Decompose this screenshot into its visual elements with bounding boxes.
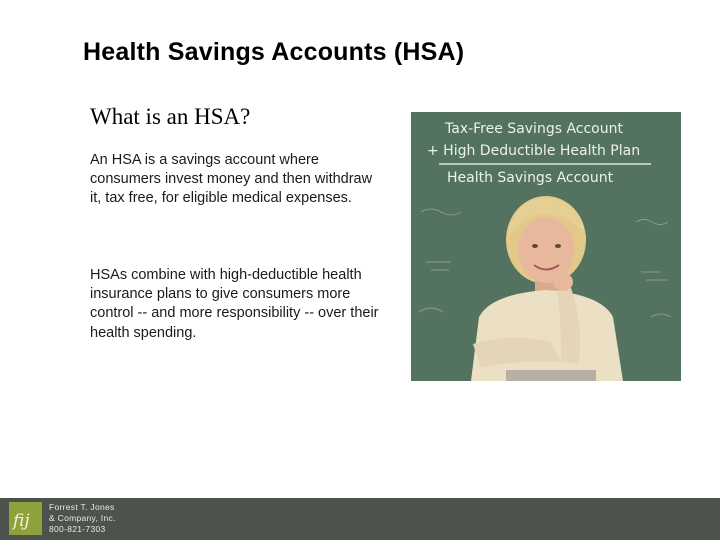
slide-title: Health Savings Accounts (HSA) <box>83 38 465 66</box>
paragraph-combination: HSAs combine with high-deductible health insurance plans to give consumers more control -- and more responsibility -- over their health spending. <box>90 267 379 341</box>
chalk-line-3: Health Savings Account <box>447 170 614 186</box>
svg-text:fij: fij <box>13 511 30 531</box>
footer-bar <box>0 498 720 540</box>
teacher-chalkboard-photo <box>411 112 681 381</box>
company-info <box>49 502 116 535</box>
company-suffix-line: & Company, Inc. <box>49 513 116 523</box>
chalk-line-2: + High Deductible Health Plan <box>427 143 641 159</box>
paragraph-definition: An HSA is a savings account where consumers invest money and then withdraw it, tax free, for eligible medical expenses. <box>90 152 373 207</box>
fij-monogram-icon <box>9 502 42 535</box>
company-phone: 800-821-7303 <box>49 524 106 534</box>
subheading: What is an HSA? <box>90 104 251 129</box>
chalk-line-1: Tax-Free Savings Account <box>445 121 623 137</box>
company-name-line: Forrest T. Jones <box>49 502 115 512</box>
